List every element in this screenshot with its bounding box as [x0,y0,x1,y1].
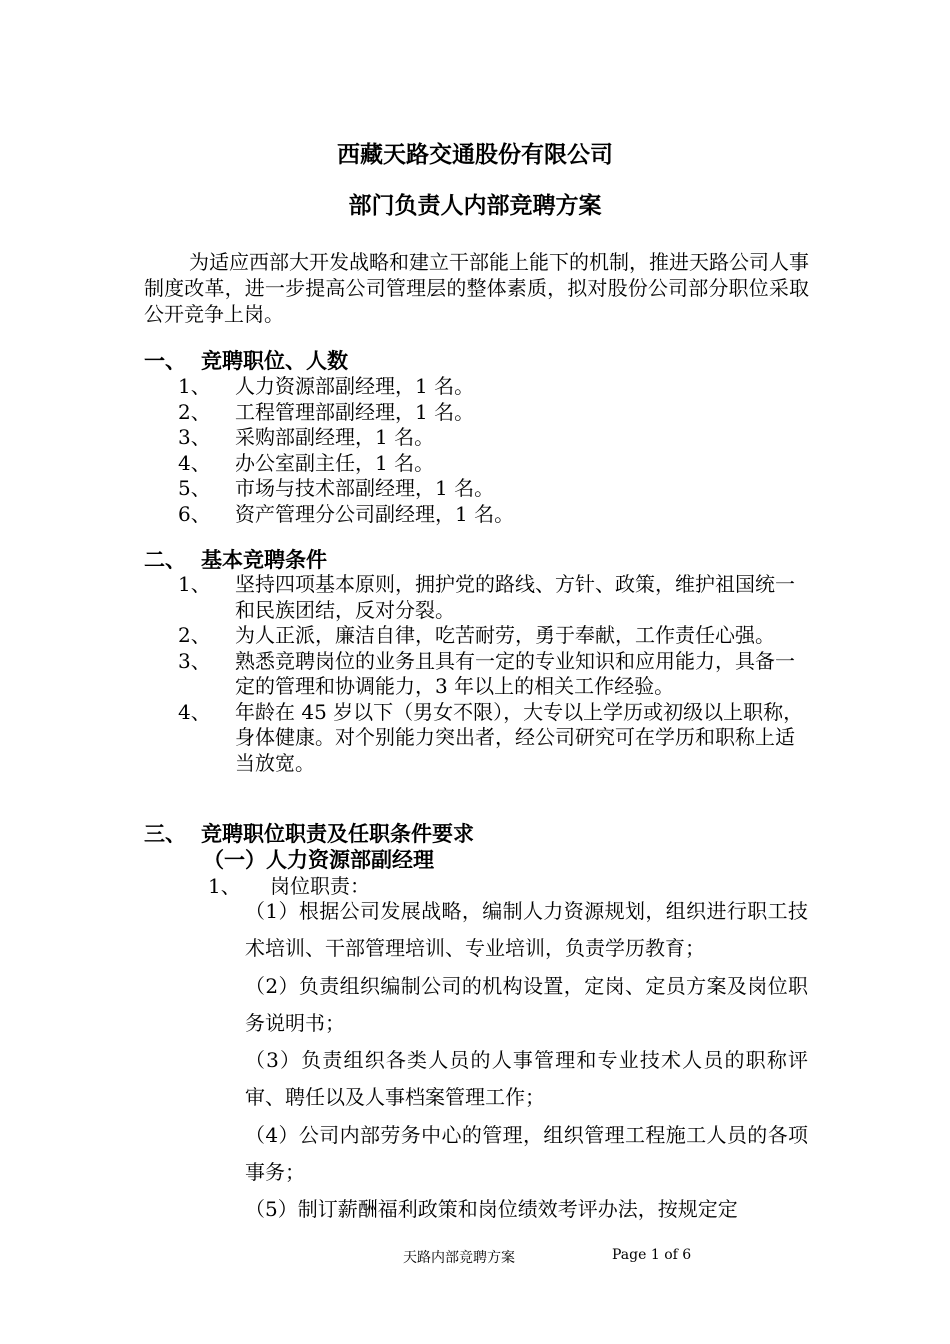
list-text: 熟悉竞聘岗位的业务且具有一定的专业知识和应用能力，具备一定的管理和协调能力，3 年以上的相关工作经验。 [235,648,795,698]
duty-item: （2）负责组织编制公司的机构设置，定岗、定员方案及岗位职务说明书； [245,973,808,1035]
duty-label: 岗位职责： [270,874,370,898]
duty-item: （4）公司内部劳务中心的管理，组织管理工程施工人员的各项事务； [245,1122,808,1185]
list-text: 坚持四项基本原则，拥护党的路线、方针、政策，维护祖国统一和民族团结，反对分裂。 [235,572,795,622]
list-item [178,623,810,649]
list-item [178,400,810,426]
intro-paragraph [144,249,809,327]
list-number: 1、 [178,374,211,398]
list-number: 3、 [178,425,211,449]
requirement-list [178,572,810,776]
section-3-heading [144,821,474,847]
list-text: 办公室副主任，1 名。 [235,450,435,475]
list-number: 4、 [178,450,211,475]
list-item [178,451,810,477]
duty-list [245,893,808,1229]
list-number: 3、 [178,648,211,673]
list-item [178,502,810,528]
duty-item: （1）根据公司发展战略，编制人力资源规划，组织进行职工技术培训、干部管理培训、专业培训，负责学历教育； [245,899,808,961]
list-item [178,572,810,623]
list-text: 资产管理分公司副经理，1 名。 [235,501,515,526]
list-item [178,425,810,451]
list-number: 2、 [178,399,211,424]
list-number: 4、 [178,699,211,724]
footer-page-number: Page 1 of 6 [612,1247,692,1263]
footer-doc-name: 天路内部竞聘方案 [403,1250,515,1266]
list-text: 为人正派，廉洁自律，吃苦耐劳，勇于奉献，工作责任心强。 [235,623,775,647]
list-number: 1、 [208,874,241,898]
section-number: 一、 [144,349,186,373]
intro-text: 为适应西部大开发战略和建立干部能上能下的机制，推进天路公司人事制度改革，进一步提高公司管理层的整体素质，拟对股份公司部分职位采取公开竞争上岗。 [144,250,809,326]
section-title: 竞聘职位职责及任职条件要求 [201,822,474,846]
list-number: 2、 [178,623,211,647]
list-item [178,649,810,700]
list-text: 市场与技术部副经理，1 名。 [235,476,495,500]
section-2-heading [144,547,327,573]
document-title: 西藏天路交通股份有限公司 [337,142,613,168]
duty-item: （5）制订薪酬福利政策和岗位绩效考评办法，按规定定 [245,1197,738,1222]
list-number: 6、 [178,501,211,526]
section-title: 基本竞聘条件 [201,548,327,572]
list-item [178,700,810,777]
list-text: 年龄在 45 岁以下（男女不限），大专以上学历或初级以上职称，身体健康。对个别能力突出者，经公司研究可在学历和职称上适当放宽。 [235,699,804,775]
list-text: 工程管理部副经理，1 名。 [235,399,475,424]
list-number: 1、 [178,572,211,596]
section-number: 三、 [144,822,186,846]
section-1-heading [144,348,348,374]
section-number: 二、 [144,548,186,572]
list-item [178,476,810,502]
document-subtitle: 部门负责人内部竞聘方案 [348,193,602,219]
list-item [178,374,810,400]
list-text: 人力资源部副经理，1 名。 [235,374,475,398]
list-text: 采购部副经理，1 名。 [235,425,435,449]
position-list [178,374,810,527]
section-title: 竞聘职位、人数 [201,349,348,373]
subsection-heading: （一）人力资源部副经理 [203,848,434,872]
list-number: 5、 [178,476,211,500]
duty-item: （3）负责组织各类人员的人事管理和专业技术人员的职称评审、聘任以及人事档案管理工作； [245,1048,808,1110]
